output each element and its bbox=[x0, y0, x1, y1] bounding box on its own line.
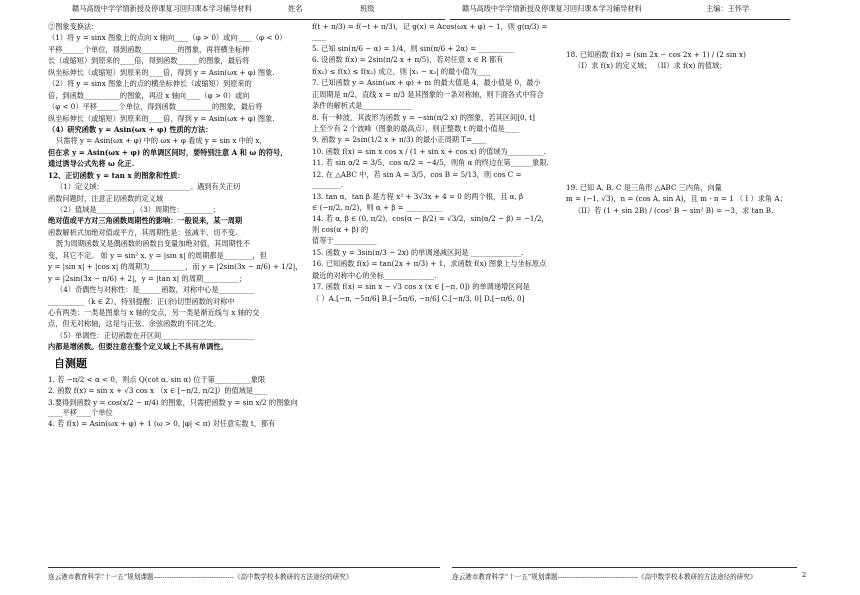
header-divider-left bbox=[70, 19, 445, 20]
text-line: 点，但无对称轴，这是与正弦、余弦函数的不同之处。 bbox=[48, 319, 221, 329]
text-line: 函数问题时，注意正切函数的定义域 bbox=[48, 193, 164, 203]
question-5: 5. 已知 sin(π/6 − α) = 1/4，则 sin(π/6 + 2α) = __________ bbox=[312, 43, 515, 53]
text-line: 只需将 y = Asin(ωx + φ) 中的 ωx + φ 看成 y = sin x 中的 x， bbox=[56, 136, 267, 146]
text-line: （2）将 y = sinx 图象上的点的横坐标伸长（或缩短）到原来的 bbox=[48, 79, 252, 89]
question-12: 12. 在 △ABC 中，若 sin A = 3/5，cos B = 5/13，则 cos C = ________. bbox=[312, 169, 522, 190]
answer-space bbox=[566, 73, 796, 183]
question-15: 15. 函数 y = 3sin(π/3 − 2x) 的单调递减区间是 ______________. bbox=[312, 247, 524, 257]
text-line: （2）值域是__________，（3）周期性：________； bbox=[56, 205, 220, 214]
question-17: 17. 函数 f(x) = sin x − √3 cos x (x ∈ [−π, 0]) 的单调递增区间是 bbox=[312, 282, 530, 292]
text-line: 内都是增函数。但要注意在整个定义域上不具有单调性。 bbox=[48, 342, 228, 352]
text-line: 绝对值或平方对三角函数周期性的影响：一般说来，某一周期 bbox=[48, 216, 243, 226]
page-number: 2 bbox=[802, 571, 807, 579]
question-7-cont: 正周期是 π/2，直线 x = π/3 是其图象的一条对称轴，则下面各式中符合 bbox=[312, 89, 544, 99]
text-line: y = |sin x| + |cos x| 的周期为__________，而 y = |2sin(3x − π/6) + 1/2|， bbox=[48, 262, 303, 272]
question-16: 16. 已知函数 f(x) = tan(2x + π/3) + 1，求函数 f(x) 图象上与坐标原点 bbox=[312, 259, 547, 269]
text-line: 纵坐标伸长（或缩短）到原来的____倍，得到 y = Asin(ωx + φ) 图象. bbox=[48, 113, 275, 123]
question-8: 8. 有一种波，其波形为函数 y = −sin(π/2 x) 的图象，若其区间[0, t] bbox=[312, 112, 535, 122]
text-line: （1）将 y = sinx 图象上的点向 x 轴向____（φ > 0）或向____（φ < 0） bbox=[48, 33, 287, 43]
question-14: 14. 若 α, β ∈ (0, π/2)，cos(α − β/2) = √3/2，sin(α/2 − β) = −1/2，则 cos(α + β) 的 bbox=[312, 214, 549, 234]
footer-divider-left bbox=[48, 567, 440, 568]
text-line: __________（k ∈ Z），特别提醒：正(余)切型函数的对称中 bbox=[48, 296, 235, 306]
question-16-cont: 最近的对称中心的坐标______________. bbox=[312, 270, 437, 280]
question-1: 1. 若 −π/2 < α < 0，则点 Q(cot α, sin α) 位于第__________象限 bbox=[48, 374, 266, 384]
text-line: 既为周期函数又是偶函数的函数自变量加绝对值，其周期性不 bbox=[56, 239, 251, 249]
question-7-cont: 条件的解析式是______________ bbox=[312, 101, 413, 111]
question-4: 4. 若 f(x) = Asin(ωx + φ) + 1 (ω > 0, |φ| < π) 对任意实数 t，都有 bbox=[48, 419, 276, 429]
question-10: 10. 函数 f(x) = sin x cos x / (1 + sin x + cos x) 的值域为__________. bbox=[312, 146, 546, 156]
header-name-label: 姓名 bbox=[288, 4, 303, 13]
text-line: y = |2sin(3x − π/6) + 2|，y = |tan x| 的周期__________； bbox=[48, 273, 247, 283]
question-17-options: （ ）A.[−π, −5π/6] B.[−5π/6, −π/6] C.[−π/3, 0] D.[−π/6, 0] bbox=[312, 293, 525, 303]
question-9: 9. 函数 y = 2sin(1/2 x + π/3) 的最小正周期 T=____ bbox=[312, 135, 487, 145]
question-13-cont: ∈ (−π/2, π/2)，则 α + β = __________ bbox=[312, 203, 443, 212]
text-line: 长（或缩短）到原来的____倍，得到函数______的图象，最后将 bbox=[48, 56, 250, 66]
question-2: 2. 函数 f(x) = sin x + √3 cos x （x ∈ [−π/2, π/2]）的值域是____ bbox=[48, 386, 268, 396]
text-line: 倍，到函数__________的图象，再沿 x 轴向____（φ > 0）或向 bbox=[48, 90, 250, 100]
header-left-title: 赣马高级中学学情新授及停课复习回归课本学习辅导材料 bbox=[72, 4, 252, 13]
question-4-cont: f(t + π/3) = f(−t + π/3)，记 g(x) = Acos(ωx + φ) − 1，则 g(π/3) = ____ bbox=[312, 22, 548, 42]
column-right bbox=[566, 50, 796, 217]
text-line: ②图象变换法： bbox=[48, 22, 99, 31]
question-14-cont: 值等于____________ bbox=[312, 236, 377, 246]
question-6: 6. 设函数 f(x) = 2sin(π/2 x + π/5)，若对任意 x ∈ R 都有 bbox=[312, 55, 504, 65]
text-line: 通过诱导公式先将 ω 化正. bbox=[48, 159, 135, 169]
question-8-cont: 上至少有 2 个波峰（图象的最高点），则正整数 t 的最小值是____ bbox=[312, 123, 520, 133]
question-18-parts: （I）求 f(x) 的定义域； （II）求 f(x) 的值域； bbox=[574, 61, 727, 71]
text-line: 纵坐标伸长（或缩短）到原来的____倍，得到 y = Asin(ωx + φ) 图象. bbox=[48, 67, 275, 77]
text-line: （φ < 0）平移______个单位，得到函数__________的图象，最后将 bbox=[48, 102, 263, 112]
header-class-label: 班级 bbox=[360, 4, 375, 13]
question-11: 11. 若 sin α/2 = 3/5，cos α/2 = −4/5，则角 α 的终边在第______象限. bbox=[312, 158, 549, 168]
header-divider-right bbox=[450, 19, 790, 20]
question-19-part-2: （II）若 (1 + sin 2B) / (cos² B − sin² B) = −3，求 tan B. bbox=[574, 205, 774, 215]
column-middle bbox=[312, 22, 552, 305]
text-line: 平移______个单位，得到函数__________的图象，再将横坐标伸 bbox=[48, 44, 250, 54]
question-13: 13. tan α，tan β 是方程 x² + 3√3x + 4 = 0 的两个根，且 α, β bbox=[312, 191, 524, 201]
footer-divider-right bbox=[452, 567, 797, 568]
text-line: 心有两类：一类是图象与 x 轴的交点，另一类是渐近线与 x 轴的交 bbox=[48, 307, 260, 317]
question-19-cont: m = (−1, √3)，n = (cos A, sin A)，且 m · n = 1 （ I ）求角 A； bbox=[566, 194, 787, 204]
question-3: 3.要得到函数 y = cos(x/2 − π/4) 的图象，只需把函数 y = sin x/2 的图象向____平移____个单位 bbox=[48, 397, 298, 417]
section-heading: （4）研究函数 y = Asin(ωx + φ) 性质的方法： bbox=[48, 124, 213, 134]
header-right-title: 赣马高级中学学情新授及停课复习回归课本学习辅导材料 bbox=[462, 4, 642, 13]
footer-right: 连云港市教育科学“十一五”规划课题------------------------------------《高中数学校本教研的方法途径的研究》 bbox=[452, 573, 757, 581]
header-editor: 主编：王怀学 bbox=[706, 4, 750, 13]
text-line: 变，其它不定。 如 y = sin² x, y = |sin x| 的周期都是________，但 bbox=[48, 250, 267, 260]
column-left bbox=[48, 22, 306, 431]
text-line: （4）奇偶性与对称性：是______函数，对称中心是__________ bbox=[56, 285, 255, 295]
text-line: （1）定义域：________________________。遇到有关正切 bbox=[56, 182, 241, 192]
question-6-cont: f(x₁) ≤ f(x) ≤ f(x₂) 成立，则 |x₁ − x₂| 的最小值为____ bbox=[312, 66, 492, 76]
text-line: （5）单调性：正切函数在开区间__________________________ bbox=[56, 330, 255, 340]
question-7: 7. 已知函数 y = Asin(ωx + φ) + m 的最大值是 4，最小值是 0，最小 bbox=[312, 78, 541, 88]
footer-left: 连云港市教育科学“十一五”规划课题------------------------------------《高中数学校本教研的方法途径的研究》 bbox=[48, 573, 353, 581]
question-18: 18. 已知函数 f(x) = (sin 2x − cos 2x + 1) / (2 sin x) bbox=[566, 50, 746, 59]
question-19: 19. 已知 A, B, C 是三角形 △ABC 三内角，向量 bbox=[566, 182, 722, 192]
text-line: 但在求 y = Asin(ωx + φ) 的单调区间时，要特别注意 A 和 ω 的符号， bbox=[48, 147, 288, 157]
self-test-title: 自测题 bbox=[54, 356, 87, 370]
text-line: 函数解析式加绝对值或平方，其周期性是：弦减半、切不变. bbox=[48, 227, 238, 237]
section-heading: 12、正切函数 y = tan x 的图象和性质： bbox=[48, 170, 185, 180]
